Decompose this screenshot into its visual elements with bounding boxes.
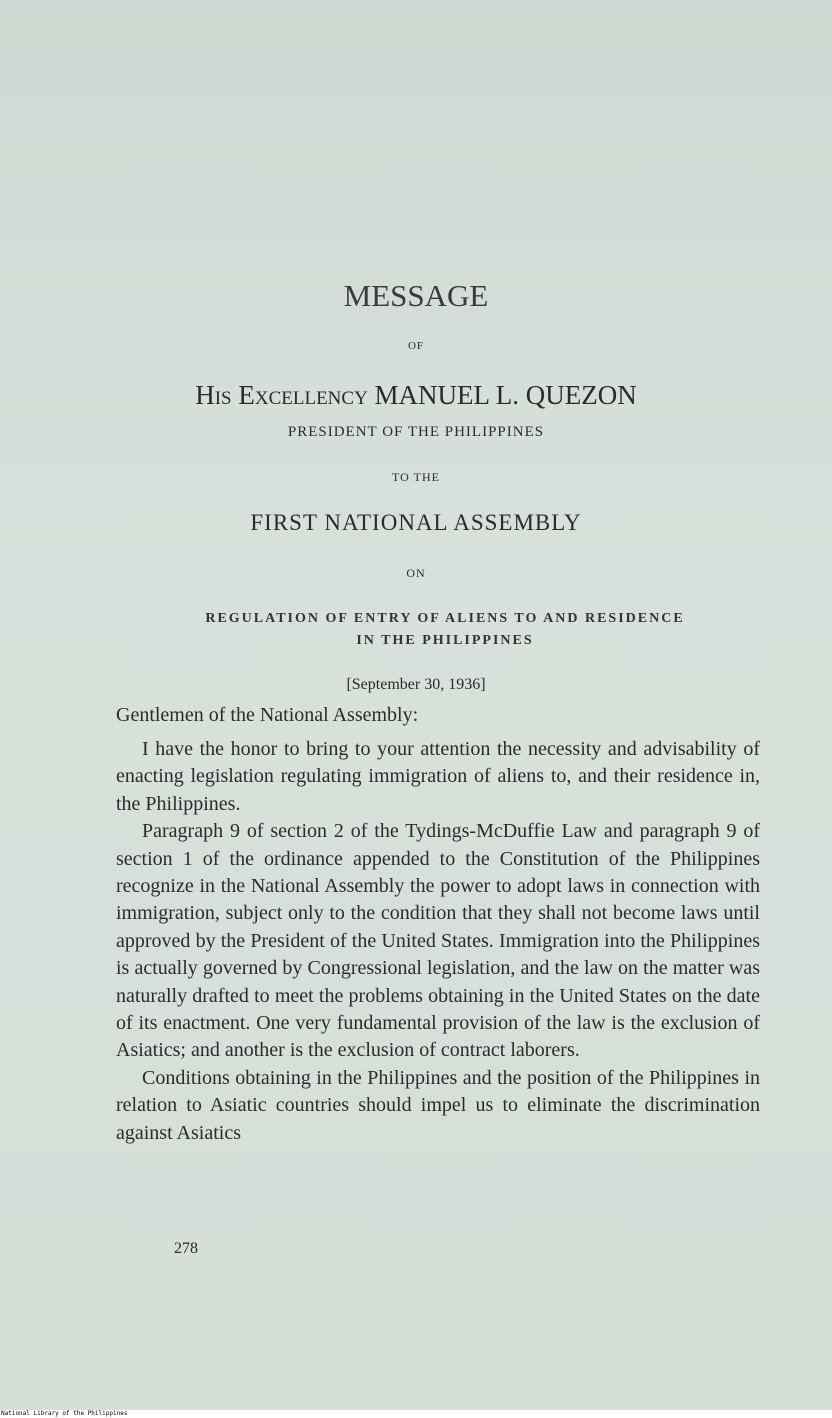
paragraph-3: Conditions obtaining in the Philippines and the position of the Philippines in relation to Asiatic countries should impel us to eliminate the discrimination against Asiatics — [116, 1066, 760, 1144]
library-footer: National Library of the Philippines — [0, 1410, 832, 1418]
subject-line-1: REGULATION OF ENTRY OF ALIENS TO AND RESIDENCE — [205, 611, 685, 626]
salutation: Gentlemen of the National Assembly: — [116, 704, 419, 726]
page-number: 278 — [174, 1240, 198, 1257]
sender-honorific: His Excellency — [195, 380, 368, 410]
to-label: TO THE — [392, 470, 440, 484]
paragraph-2: Paragraph 9 of section 2 of the Tydings-McDuffie Law and paragraph 9 of section 1 of the ordinance appended to the Constitution of the Philippines recognize in the National Assembly the power to adopt laws in connection with immigration, subject only to the condition that they shall not become laws until approved by the President of the United States. Immigration into the Philippines is actually governed by Congressional legislation, and the law on the matter was naturally drafted to meet the problems obtaining in the United States on the date of its enactment. One very fundamental provision of the law is the exclusion of Asiatics; and another is the exclusion of contract laborers. — [116, 820, 760, 1062]
sender-name: MANUEL L. QUEZON — [374, 380, 637, 410]
on-label: ON — [406, 566, 426, 580]
document-title: MESSAGE — [343, 278, 489, 313]
message-body — [116, 736, 760, 1147]
sender-line — [0, 380, 832, 411]
sender-title: PRESIDENT OF THE PHILIPPINES — [287, 424, 545, 440]
of-label: OF — [407, 340, 425, 352]
assembly-title: FIRST NATIONAL ASSEMBLY — [250, 510, 582, 535]
subject-heading — [120, 608, 770, 652]
paragraph-1: I have the honor to bring to your attention the necessity and advisability of enacting legislation regulating immigration of aliens to, and their residence in, the Philippines. — [116, 738, 760, 815]
subject-line-2: IN THE PHILIPPINES — [356, 633, 534, 648]
message-date: [September 30, 1936] — [346, 676, 486, 693]
